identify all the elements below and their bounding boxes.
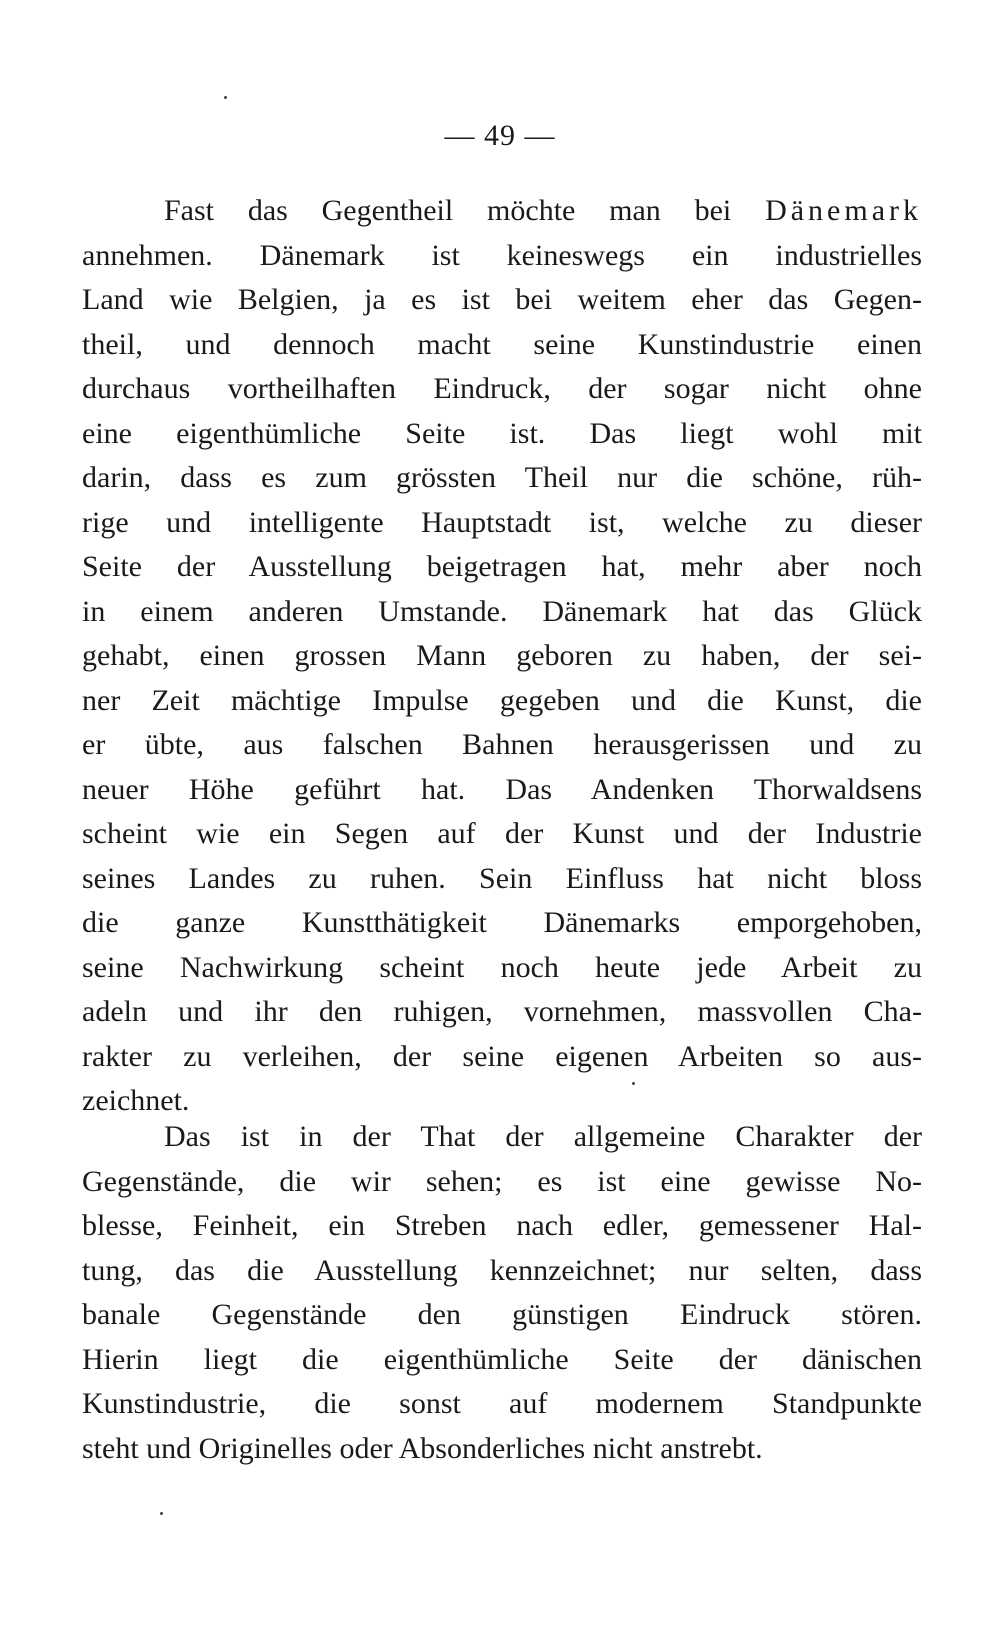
text-line: tung, das die Ausstellung kennzeichnet; nur selten, dass <box>82 1253 922 1287</box>
text-line: Fast das Gegentheil möchte man bei Dänemark <box>164 194 922 227</box>
text-line: er übte, aus falschen Bahnen herausgerissen und zu <box>82 728 922 761</box>
text-line: Hierin liegt die eigenthümliche Seite der dänischen <box>82 1342 922 1376</box>
text-line: die ganze Kunstthätigkeit Dänemarks emporgehoben, <box>82 906 922 939</box>
print-speck <box>224 96 227 99</box>
text-line: Kunstindustrie, die sonst auf modernem Standpunkte <box>82 1387 922 1420</box>
text-line: adeln und ihr den ruhigen, vornehmen, massvollen Cha- <box>82 995 922 1028</box>
page-number: — 49 — <box>444 119 556 152</box>
text-line: theil, und dennoch macht seine Kunstindustrie einen <box>82 327 922 361</box>
text-line: Das ist in der That der allgemeine Charakter der <box>164 1120 922 1153</box>
print-speck <box>632 1082 635 1085</box>
text-line: darin, dass es zum grössten Theil nur die schöne, rüh- <box>82 461 922 494</box>
text-line: blesse, Feinheit, ein Streben nach edler, gemessener Hal- <box>82 1209 922 1242</box>
text-line: gehabt, einen grossen Mann geboren zu haben, der sei- <box>82 639 922 672</box>
text-line: seine Nachwirkung scheint noch heute jede Arbeit zu <box>82 950 922 984</box>
text-line: zeichnet. <box>82 1084 190 1117</box>
text-line: ner Zeit mächtige Impulse gegeben und die Kunst, die <box>82 683 922 717</box>
text-line: in einem anderen Umstande. Dänemark hat das Glück <box>82 594 922 628</box>
text-line: Seite der Ausstellung beigetragen hat, mehr aber noch <box>82 550 922 583</box>
text-line: eine eigenthümliche Seite ist. Das liegt wohl mit <box>82 416 922 450</box>
text-line: Land wie Belgien, ja es ist bei weitem eher das Gegen- <box>82 283 922 316</box>
text-line: rakter zu verleihen, der seine eigenen Arbeiten so aus- <box>82 1039 922 1073</box>
text-line: steht und Originelles oder Absonderliches nicht anstrebt. <box>82 1431 763 1465</box>
text-line: seines Landes zu ruhen. Sein Einfluss hat nicht bloss <box>82 861 922 895</box>
text-line: neuer Höhe geführt hat. Das Andenken Thorwaldsens <box>82 772 922 806</box>
print-speck <box>160 1512 163 1515</box>
text-line: rige und intelligente Hauptstadt ist, welche zu dieser <box>82 505 922 539</box>
text-line: scheint wie ein Segen auf der Kunst und der Industrie <box>82 817 922 850</box>
text-line: durchaus vortheilhaften Eindruck, der sogar nicht ohne <box>82 372 922 405</box>
text-line: Gegenstände, die wir sehen; es ist eine gewisse No- <box>82 1164 922 1198</box>
paragraph-2 <box>82 1115 922 1471</box>
text-line: banale Gegenstände den günstigen Eindruck stören. <box>82 1298 922 1331</box>
text-line: annehmen. Dänemark ist keineswegs ein industrielles <box>82 238 922 272</box>
paragraph-1 <box>82 189 922 1124</box>
